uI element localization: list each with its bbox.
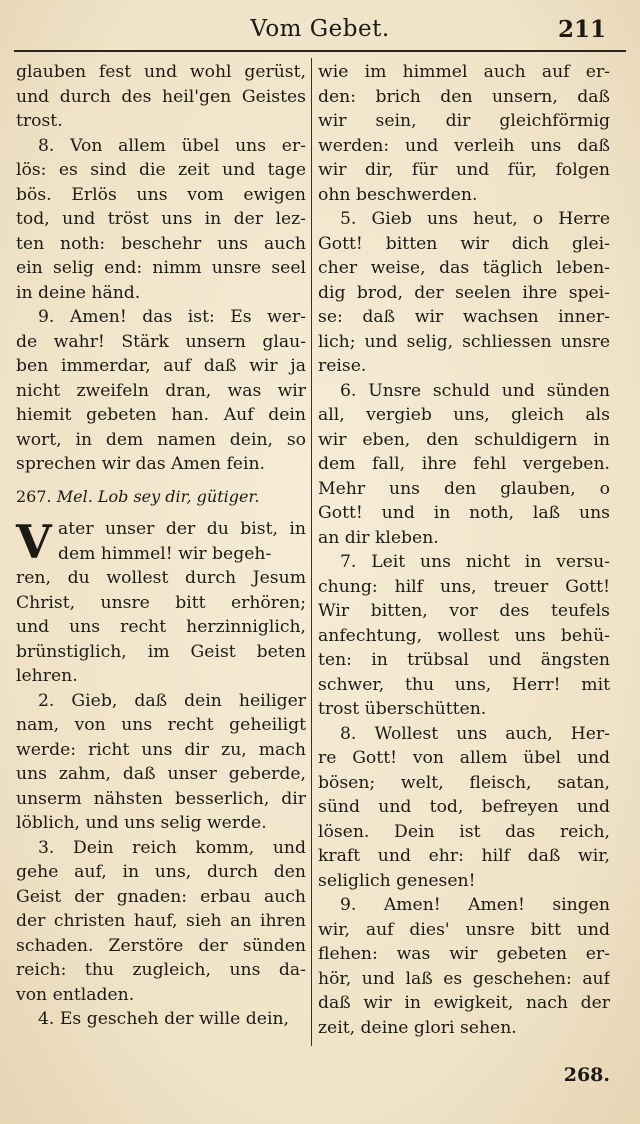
text-line: bösen; welt, fleisch, satan,: [318, 772, 610, 793]
text-line: der christen hauf, sieh an ihren: [16, 911, 306, 931]
text-line: wie im himmel auch auf er-: [318, 62, 610, 82]
text-line: ater unser der du bist, in: [58, 519, 306, 539]
right-column-text: [318, 60, 610, 1040]
text-line: flehen: was wir gebeten er-: [318, 944, 610, 964]
text-line: wir dir, für und für, folgen: [318, 160, 610, 180]
text-line: wir, auf dies' unsre bitt und: [318, 919, 610, 940]
text-line: Mehr uns den glauben, o: [318, 478, 610, 499]
text-line: Wir bitten, vor des teufels: [318, 601, 610, 621]
text-line: hör, und laß es geschehen: auf: [318, 968, 610, 989]
text-line: cher weise, das täglich leben-: [318, 258, 610, 278]
text-line: und durch des heil'gen Geistes: [16, 86, 306, 107]
text-line: brünstiglich, im Geist beten: [16, 641, 306, 662]
text-line: wir sein, dir gleichförmig: [318, 111, 610, 131]
header-rule: [14, 50, 626, 52]
catchword: 268.: [563, 1064, 610, 1086]
text-line: kraft und ehr: hilf daß wir,: [318, 846, 610, 866]
text-line: de wahr! Stärk unsern glau-: [16, 331, 306, 352]
text-line: daß wir in ewigkeit, nach der: [318, 993, 610, 1013]
text-line: wort, in dem namen dein, so: [16, 429, 306, 450]
text-line: seliglich genesen!: [318, 870, 476, 891]
text-line: lös: es sind die zeit und tage: [16, 160, 306, 180]
text-line: dig brod, der seelen ihre spei-: [318, 282, 610, 303]
text-line: trost.: [16, 111, 63, 131]
right-column: [318, 60, 610, 1040]
drop-cap: V: [16, 515, 52, 569]
text-line: 7. Leit uns nicht in versu-: [340, 552, 610, 572]
text-line: sprechen wir das Amen fein.: [16, 454, 266, 474]
text-line: 5. Gieb uns heut, o Herre: [340, 209, 610, 229]
text-line: glauben fest und wohl gerüst,: [16, 62, 306, 82]
text-line: all, vergieb uns, gleich als: [318, 405, 610, 425]
text-line: ten: in trübsal und ängsten: [318, 650, 610, 670]
text-line: löblich, und uns selig werde.: [16, 813, 267, 833]
text-line: uns zahm, daß unser geberde,: [16, 764, 306, 784]
text-line: Gott! und in noth, laß uns: [318, 503, 610, 523]
text-line: dem himmel! wir begeh-: [58, 543, 272, 564]
hymn-opening: [16, 515, 306, 569]
text-line: hiemit gebeten han. Auf dein: [16, 405, 306, 425]
text-line: ben immerdar, auf daß wir ja: [16, 356, 306, 376]
hymn-number: 267.: [16, 486, 52, 506]
text-line: reise.: [318, 356, 367, 376]
text-line: an dir kleben.: [318, 527, 439, 548]
text-line: ohn beschwerden.: [318, 184, 478, 205]
text-line: dem fall, ihre fehl vergeben.: [318, 454, 610, 474]
left-column-bottom-text: [16, 566, 306, 1032]
drop-cap-lines: [16, 515, 306, 569]
left-column-top-text: [16, 60, 306, 477]
page-header: [0, 14, 640, 48]
text-line: zeit, deine glori sehen.: [318, 1017, 517, 1038]
text-line: Christ, unsre bitt erhören;: [16, 592, 306, 613]
text-line: bös. Erlös uns vom ewigen: [16, 184, 306, 205]
text-line: in deine händ.: [16, 282, 141, 303]
text-line: nicht zweifeln dran, was wir: [16, 380, 306, 401]
text-line: Geist der gnaden: erbau auch: [16, 886, 306, 907]
text-line: 6. Unsre schuld und sünden: [340, 380, 610, 401]
text-line: sünd und tod, befreyen und: [318, 797, 610, 817]
text-line: trost überschütten.: [318, 699, 487, 719]
text-line: von entladen.: [16, 984, 135, 1005]
text-line: 8. Wollest uns auch, Her-: [340, 723, 610, 744]
column-divider: [311, 58, 312, 1046]
text-line: 4. Es gescheh der wille dein,: [38, 1009, 289, 1029]
text-line: werden: und verleih uns daß: [318, 135, 610, 156]
text-line: tod, und tröst uns in der lez-: [16, 209, 306, 229]
text-line: Gott! bitten wir dich glei-: [318, 233, 610, 254]
text-line: 9. Amen! das ist: Es wer-: [38, 307, 306, 327]
text-line: ren, du wollest durch Jesum: [16, 568, 306, 588]
text-line: 9. Amen! Amen! singen: [340, 895, 610, 915]
text-line: gehe auf, in uns, durch den: [16, 862, 306, 882]
text-line: schaden. Zerstöre der sünden: [16, 935, 306, 956]
text-line: re Gott! von allem übel und: [318, 748, 610, 768]
hymn-heading: [16, 485, 306, 510]
text-line: reich: thu zugleich, uns da-: [16, 960, 306, 980]
text-line: se: daß wir wachsen inner-: [318, 307, 610, 327]
text-line: chung: hilf uns, treuer Gott!: [318, 576, 610, 597]
text-line: schwer, thu uns, Herr! mit: [318, 674, 610, 695]
text-line: lehren.: [16, 666, 78, 686]
left-column: [16, 60, 306, 1032]
text-line: und uns recht herzinniglich,: [16, 617, 306, 637]
text-line: den: brich den unsern, daß: [318, 86, 610, 107]
text-line: wir eben, den schuldigern in: [318, 429, 610, 450]
text-line: 8. Von allem übel uns er-: [38, 135, 306, 156]
text-line: nam, von uns recht geheiligt: [16, 715, 306, 735]
text-line: ein selig end: nimm unsre seel: [16, 258, 306, 278]
running-title: Vom Gebet.: [250, 16, 390, 42]
text-line: unserm nähsten besserlich, dir: [16, 788, 306, 809]
melody-label: Mel. Lob sey dir, gütiger.: [56, 486, 260, 506]
text-line: ten noth: beschehr uns auch: [16, 233, 306, 254]
text-line: lösen. Dein ist das reich,: [318, 821, 610, 842]
text-line: 2. Gieb, daß dein heiliger: [38, 690, 306, 711]
text-line: lich; und selig, schliessen unsre: [318, 331, 610, 352]
text-line: anfechtung, wollest uns behü-: [318, 625, 610, 646]
page-number: 211: [557, 16, 606, 43]
text-line: 3. Dein reich komm, und: [38, 837, 306, 858]
text-line: werde: richt uns dir zu, mach: [16, 739, 306, 760]
